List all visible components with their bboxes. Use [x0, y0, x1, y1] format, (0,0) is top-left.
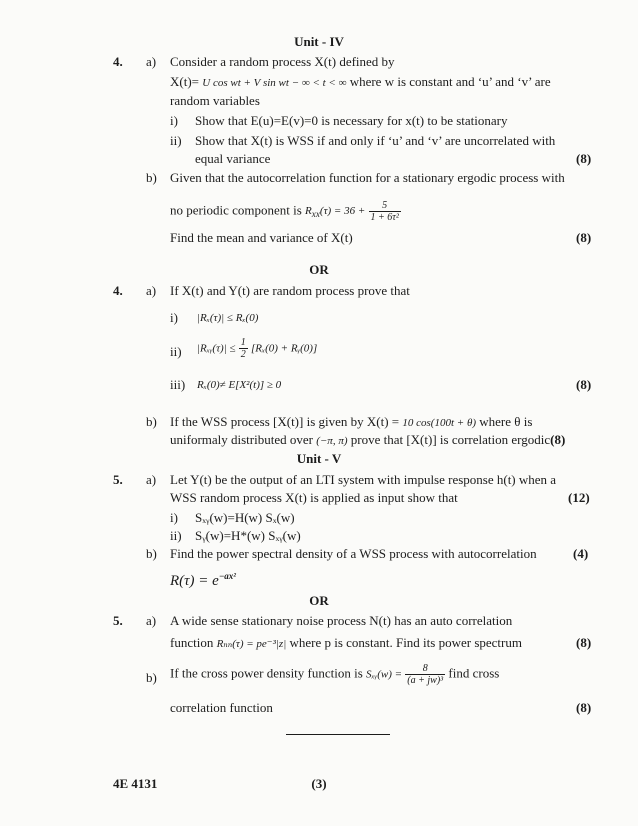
question-text: X(t)= U cos wt + V sin wt − ∞ < t < ∞ where w is constant and ‘u’ and ‘v’ are	[170, 74, 551, 89]
part-label: a)	[146, 54, 157, 69]
marks: (8)	[576, 700, 592, 715]
fraction: $\frac{5}{\text{1 + 6τ²}}$	[370, 200, 399, 223]
part-label: a)	[146, 613, 157, 628]
question-number: 4.	[113, 54, 123, 69]
part-label: b)	[146, 670, 157, 685]
question-number: 4.	[113, 283, 123, 298]
unit-v-heading: Unit - V	[296, 451, 342, 466]
question-text: Find the mean and variance of X(t)	[170, 230, 353, 245]
part-label: a)	[146, 283, 157, 298]
subpart-label: iii)	[170, 377, 186, 392]
math-expression: 10 cos(100t + θ)	[402, 417, 477, 429]
end-rule	[286, 734, 390, 735]
question-text: If X(t) and Y(t) are random process prove that	[170, 283, 410, 298]
question-text: If the WSS process [X(t)] is given by X(t) = 10 cos(100t + θ) where θ is	[170, 414, 533, 429]
fraction: $\frac{1}{2}$	[240, 337, 246, 360]
part-label: b)	[146, 170, 157, 185]
paper-code: 4E 4131	[113, 776, 158, 791]
subpart-text: equal variance	[195, 151, 271, 166]
page-number: (3)	[311, 776, 327, 791]
math-expression: (−π, π)	[316, 435, 348, 447]
question-number: 5.	[113, 613, 123, 628]
math-expression: U cos wt + V sin wt − ∞ < t < ∞	[202, 77, 347, 89]
subpart-label: ii)	[170, 528, 182, 543]
question-text: Consider a random process X(t) defined by	[170, 54, 395, 69]
question-text: uniformaly distributed over (−π, π) prove that [X(t)] is correlation ergodic(8)	[170, 432, 566, 447]
part-label: b)	[146, 414, 157, 429]
math-expression: $R(\tau) = e^{-ax^2}$	[170, 571, 236, 589]
question-text: Let Y(t) be the output of an LTI system with impulse response h(t) when a	[170, 472, 557, 487]
question-text: random variables	[170, 93, 260, 108]
subpart-text: Sᵧ(w)=H*(w) Sₓᵧ(w)	[195, 528, 301, 543]
subpart-text: Show that E(u)=E(v)=0 is necessary for x(t) to be stationary	[195, 113, 508, 128]
marks: (8)	[576, 151, 592, 166]
question-text: function Rₙₙ(τ) = pe⁻³|z| where p is constant. Find its power spectrum	[170, 635, 522, 650]
marks: (8)	[576, 635, 592, 650]
marks: (8)	[550, 432, 566, 447]
marks: (4)	[573, 546, 589, 561]
question-text: Find the power spectral density of a WSS process with autocorrelation	[170, 546, 537, 561]
math-expression: Sₓᵧ(w) =	[366, 668, 403, 681]
unit-iv-heading: Unit - IV	[294, 34, 344, 49]
or-separator: OR	[309, 593, 329, 608]
fraction: $\frac{8}{\text{(a + jw)³}}$	[407, 663, 444, 686]
subpart-label: ii)	[170, 133, 182, 148]
part-label: a)	[146, 472, 157, 487]
math-expression: Rₙₙ(τ) = pe⁻³|z|	[216, 638, 287, 650]
question-text: A wide sense stationary noise process N(t) has an auto correlation	[170, 613, 513, 628]
question-text: WSS random process X(t) is applied as input show that	[170, 490, 458, 505]
math-expression: |Rₓ(τ)| ≤ Rₓ(0)	[197, 312, 259, 324]
question-text: Given that the autocorrelation function for a stationary ergodic process with	[170, 170, 565, 185]
marks: (8)	[576, 230, 592, 245]
math-expression: Rₓ(0)≠ E[X²(t)] ≥ 0	[197, 379, 282, 391]
question-text: If the cross power density function is Sₓᵧ(w) = $\frac{8}{\text{(a + jw)³}}$ find cross	[170, 663, 500, 686]
subpart-text: Show that X(t) is WSS if and only if ‘u’ and ‘v’ are uncorrelated with	[195, 133, 556, 148]
subpart-label: ii)	[170, 344, 182, 359]
or-separator: OR	[309, 262, 329, 277]
question-text: correlation function	[170, 700, 273, 715]
question-number: 5.	[113, 472, 123, 487]
subpart-label: i)	[170, 510, 178, 525]
part-label: b)	[146, 546, 157, 561]
subpart-label: i)	[170, 113, 178, 128]
question-text: no periodic component is $R_{xx}(\tau) = 36$ + $\frac{5}{\text{1 + 6τ²}}$	[170, 200, 399, 223]
marks: (12)	[568, 490, 590, 505]
subpart-text: Sₓᵧ(w)=H(w) Sₓ(w)	[195, 510, 295, 525]
math-expression: |Rₓᵧ(τ)| ≤ $\frac{1}{2}$ [Rₓ(0) + Rᵧ(0)]	[197, 337, 318, 360]
marks: (8)	[576, 377, 592, 392]
math-expression: $R_{xx}(\tau) = 36$ +	[305, 205, 366, 220]
subpart-label: i)	[170, 310, 178, 325]
